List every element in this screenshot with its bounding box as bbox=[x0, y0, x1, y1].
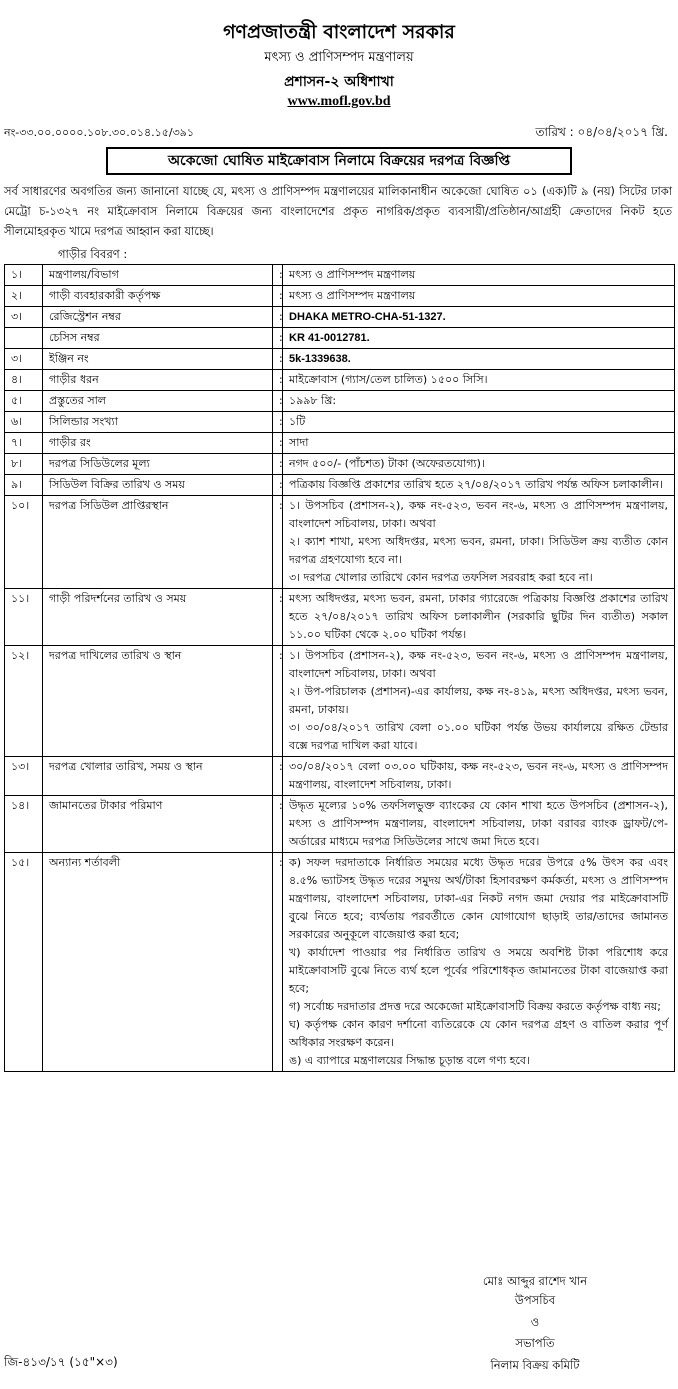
notice-title-banner: অকেজো ঘোষিত মাইক্রোবাস নিলামে বিক্রয়ের দরপত্র বিজ্ঞপ্তি bbox=[106, 147, 572, 175]
row-label: গাড়ীর ধরন bbox=[43, 370, 273, 391]
value-paragraph: DHAKA METRO-CHA-51-1327. bbox=[289, 311, 446, 323]
value-paragraph: ১। উপসচিব (প্রশাসন-২), কক্ষ নং-৫২৩, ভবন নং-৬, মৎস্য ও প্রাণিসম্পদ মন্ত্রণালয়, বাংলাদেশ সচিবালয়, ঢাকা। অথবা bbox=[289, 499, 668, 530]
row-label: জামানতের টাকার পরিমাণ bbox=[43, 796, 273, 853]
value-paragraph: খ) কার্যাদেশ পাওয়ার পর নির্ধারিত তারিখ ও সময়ে অবশিষ্ট টাকা পরিশোধ করে মাইক্রোবাসটি বুঝে নিতে ব্যর্থ হলে পূর্বের পরিশোধকৃত জামানতের টাকা বাজেয়াপ্ত করা হবে; bbox=[289, 946, 668, 995]
row-value bbox=[283, 475, 675, 496]
row-value bbox=[283, 454, 675, 475]
row-label: গাড়ীর রং bbox=[43, 433, 273, 454]
row-separator: : bbox=[273, 796, 283, 853]
row-number: ৯। bbox=[5, 475, 43, 496]
row-value bbox=[283, 757, 675, 796]
row-value bbox=[283, 412, 675, 433]
row-value bbox=[283, 307, 675, 328]
table-row bbox=[5, 328, 675, 349]
row-number: ৫। bbox=[5, 391, 43, 412]
branch-name: প্রশাসন-২ অধিশাখা bbox=[284, 74, 394, 90]
value-paragraph: KR 41-0012781. bbox=[289, 332, 370, 344]
row-separator: : bbox=[273, 412, 283, 433]
signatory-and: ও bbox=[530, 1315, 540, 1329]
row-separator: : bbox=[273, 646, 283, 757]
value-paragraph: ৩। ৩০/০৪/২০১৭ তারিখ বেলা ০১.০০ ঘটিকা পর্যন্ত উভয় কার্যালয়ে রক্ষিত টেন্ডার বক্সে দরপত্র দাখিল করা যাবে। bbox=[289, 721, 668, 752]
row-value bbox=[283, 391, 675, 412]
row-value bbox=[283, 496, 675, 589]
row-label: ইঞ্জিন নং bbox=[43, 349, 273, 370]
row-separator: : bbox=[273, 328, 283, 349]
row-separator: : bbox=[273, 589, 283, 646]
row-separator: : bbox=[273, 475, 283, 496]
value-paragraph: মৎস্য ও প্রাণিসম্পদ মন্ত্রণালয় bbox=[289, 268, 416, 281]
row-value bbox=[283, 433, 675, 454]
value-paragraph: ৩০/০৪/২০১৭ বেলা ০৩.০০ ঘটিকায়, কক্ষ নং-৫২৩, ভবন নং-৬, মৎস্য ও প্রাণিসম্পদ মন্ত্রণালয়, বাংলাদেশ সচিবালয়, ঢাকা। bbox=[289, 760, 668, 791]
row-separator: : bbox=[273, 370, 283, 391]
value-paragraph: পত্রিকায় বিজ্ঞপ্তি প্রকাশের তারিখ হতে ২৭/০৪/২০১৭ তারিখ পর্যন্ত অফিস চলাকালীন। bbox=[289, 478, 663, 491]
row-number: ৪। bbox=[5, 370, 43, 391]
ministry-name: মৎস্য ও প্রাণিসম্পদ মন্ত্রণালয় bbox=[264, 50, 414, 65]
advertisement-code: জি-৪১৩/১৭ (১৫"×৩) bbox=[4, 1355, 118, 1369]
row-number: ৬। bbox=[5, 412, 43, 433]
value-paragraph: সাদা bbox=[289, 436, 309, 449]
row-value bbox=[283, 796, 675, 853]
row-value bbox=[283, 328, 675, 349]
row-separator: : bbox=[273, 433, 283, 454]
table-row bbox=[5, 349, 675, 370]
row-value bbox=[283, 646, 675, 757]
value-paragraph: ১টি bbox=[289, 415, 306, 428]
row-label: দরপত্র দাখিলের তারিখ ও স্থান bbox=[43, 646, 273, 757]
signatory-name: মোঃ আব্দুর রাশেদ খান bbox=[482, 1274, 588, 1288]
row-number: ১৫। bbox=[5, 853, 43, 1072]
row-value bbox=[283, 349, 675, 370]
table-row bbox=[5, 307, 675, 328]
website-link[interactable]: www.mofl.gov.bd bbox=[287, 94, 391, 109]
value-paragraph: গ) সর্বোচ্চ দরদাতার প্রদত্ত দরে অকেজো মাইক্রোবাসটি বিক্রয় করতে কর্তৃপক্ষ বাধ্য নয়; bbox=[289, 1000, 661, 1013]
row-separator: : bbox=[273, 454, 283, 475]
row-number: ২। bbox=[5, 286, 43, 307]
row-separator: : bbox=[273, 286, 283, 307]
notice-date: তারিখ : ০৪/০৪/২০১৭ খ্রি. bbox=[535, 125, 668, 139]
signatory-designation: উপসচিব bbox=[514, 1293, 556, 1307]
row-label: মন্ত্রণালয়/বিভাগ bbox=[43, 265, 273, 286]
memo-number: নং-৩৩.০০.০০০০.১০৮.৩০.০১৪.১৫/৩৯১ bbox=[4, 126, 195, 139]
intro-paragraph: সর্ব সাধারণের অবগতির জন্য জানানো যাচ্ছে যে, মৎস্য ও প্রাণিসম্পদ মন্ত্রণালয়ের মালিকানাধীন অকেজো ঘোষিত ০১ (এক)টি ৯ (নয়) সিটের ঢাকা মেট্রো চ-১৩২৭ নং মাইক্রোবাস নিলামে বিক্রয়ের জন্য বাংলাদেশের প্রকৃত নাগরিক/প্রকৃত ব্যবসায়ী/প্রতিষ্ঠান/আগ্রহী ক্রেতাদের নিকট হতে সীলমোহরকৃত খামে দরপত্র আহ্বান করা যাচ্ছে। bbox=[4, 185, 672, 238]
row-separator: : bbox=[273, 757, 283, 796]
value-paragraph: মৎস্য অধিদপ্তর, মৎস্য ভবন, রমনা, ঢাকার গ্যারেজে পত্রিকায় বিজ্ঞপ্তি প্রকাশের তারিখ হতে ২৭/০৪/২০১৭ তারিখ অফিস চলাকালীন (সরকারি ছুটির দিন ব্যতীত) সকাল ১১.০০ ঘটিকা থেকে ২.০০ ঘটিকা পর্যন্ত। bbox=[289, 592, 668, 641]
row-label: অন্যান্য শর্তাবলী bbox=[43, 853, 273, 1072]
row-label: সিলিন্ডার সংখ্যা bbox=[43, 412, 273, 433]
row-number bbox=[5, 328, 43, 349]
value-paragraph: ১৯৯৮ খ্রি: bbox=[289, 394, 337, 407]
row-number: ৮। bbox=[5, 454, 43, 475]
value-paragraph: ঙ) এ ব্যাপারে মন্ত্রণালয়ের সিদ্ধান্ত চূড়ান্ত বলে গণ্য হবে। bbox=[289, 1054, 530, 1067]
value-paragraph: মৎস্য ও প্রাণিসম্পদ মন্ত্রণালয় bbox=[289, 289, 416, 302]
value-paragraph: ৩। দরপত্র খোলার তারিখে কোন দরপত্র তফসিল সরবরাহ করা হবে না। bbox=[289, 571, 593, 584]
row-label: দরপত্র সিডিউল প্রাপ্তিরস্থান bbox=[43, 496, 273, 589]
value-paragraph: মাইক্রোবাস (গ্যাস/তেল চালিত) ১৫০০ সিসি। bbox=[289, 373, 488, 386]
value-paragraph: নগদ ৫০০/- (পাঁচশত) টাকা (অফেরতযোগ্য)। bbox=[289, 457, 485, 470]
row-value bbox=[283, 265, 675, 286]
row-label: গাড়ী ব্যবহারকারী কর্তৃপক্ষ bbox=[43, 286, 273, 307]
table-row bbox=[5, 412, 675, 433]
table-row bbox=[5, 286, 675, 307]
table-row bbox=[5, 496, 675, 589]
value-paragraph: উদ্ধৃত মূল্যের ১০% তফসিলভুক্ত ব্যাংকের যে কোন শাখা হতে উপসচিব (প্রশাসন-২), মৎস্য ও প্রাণিসম্পদ মন্ত্রণালয়, বাংলাদেশ সচিবালয়, ঢাকা বরাবর ব্যাংক ড্রাফট/পে-অর্ডারের মাধ্যমে দরপত্র সিডিউলের সাথে জমা দিতে হবে। bbox=[289, 799, 668, 848]
row-label: রেজিস্ট্রেশন নম্বর bbox=[43, 307, 273, 328]
row-separator: : bbox=[273, 496, 283, 589]
table-row bbox=[5, 265, 675, 286]
row-value bbox=[283, 370, 675, 391]
row-number: ১১। bbox=[5, 589, 43, 646]
table-row bbox=[5, 853, 675, 1072]
table-row bbox=[5, 433, 675, 454]
value-paragraph: ক) সফল দরদাতাকে নির্ধারিত সময়ের মধ্যে উদ্ধৃত দরের উপরে ৫% উৎস কর এবং ৪.৫% ভ্যাটসহ উদ্ধৃত দরের সমুদয় অর্থ/টাকা হিসাবরক্ষণ কর্মকর্তা, মৎস্য ও প্রাণিসম্পদ মন্ত্রণালয়, বাংলাদেশ সচিবালয়, ঢাকা-এর নিকট নগদ জমা দেয়ার পর মাইক্রোবাসটি বুঝে নিতে হবে; ব্যর্থতায় পরবর্তীতে কোন যোগাযোগ ছাড়াই তার/তাদের জামানত সরকারের অনুকূলে বাজেয়াপ্ত করা হবে; bbox=[289, 856, 668, 941]
row-value bbox=[283, 589, 675, 646]
table-row bbox=[5, 475, 675, 496]
row-number: ৭। bbox=[5, 433, 43, 454]
row-separator: : bbox=[273, 307, 283, 328]
row-separator: : bbox=[273, 349, 283, 370]
row-number: ১২। bbox=[5, 646, 43, 757]
row-label: সিডিউল বিক্রির তারিখ ও সময় bbox=[43, 475, 273, 496]
table-row bbox=[5, 646, 675, 757]
committee-name: নিলাম বিক্রয় কমিটি bbox=[490, 1358, 580, 1372]
table-row bbox=[5, 454, 675, 475]
table-row bbox=[5, 589, 675, 646]
row-value bbox=[283, 853, 675, 1072]
row-number: ১৪। bbox=[5, 796, 43, 853]
value-paragraph: ২। উপ-পরিচালক (প্রশাসন)-এর কার্যালয়, কক্ষ নং-৪১৯, মৎস্য অধিদপ্তর, মৎস্য ভবন, রমনা, ঢাকায়। bbox=[289, 685, 668, 716]
row-number: ১। bbox=[5, 265, 43, 286]
row-number: ৩। bbox=[5, 349, 43, 370]
row-number: ১০। bbox=[5, 496, 43, 589]
row-number: ১৩। bbox=[5, 757, 43, 796]
row-separator: : bbox=[273, 391, 283, 412]
table-row bbox=[5, 757, 675, 796]
value-paragraph: ঘ) কর্তৃপক্ষ কোন কারণ দর্শানো ব্যতিরেকে যে কোন দরপত্র গ্রহণ ও বাতিল করার পূর্ণ অধিকার সংরক্ষণ করেন। bbox=[289, 1018, 668, 1049]
table-row bbox=[5, 391, 675, 412]
value-paragraph: 5k-1339638. bbox=[289, 353, 351, 365]
row-value bbox=[283, 286, 675, 307]
row-label: দরপত্র সিডিউলের মূল্য bbox=[43, 454, 273, 475]
table-row bbox=[5, 370, 675, 391]
row-label: চেসিস নম্বর bbox=[43, 328, 273, 349]
row-separator: : bbox=[273, 265, 283, 286]
vehicle-details-heading: গাড়ীর বিবরণ : bbox=[58, 247, 128, 261]
signatory-role: সভাপতি bbox=[515, 1336, 555, 1350]
value-paragraph: ১। উপসচিব (প্রশাসন-২), কক্ষ নং-৫২৩, ভবন নং-৬, মৎস্য ও প্রাণিসম্পদ মন্ত্রণালয়, বাংলাদেশ সচিবালয়, ঢাকা। অথবা bbox=[289, 649, 668, 680]
row-number: ৩। bbox=[5, 307, 43, 328]
details-table bbox=[4, 264, 675, 1072]
government-title: গণপ্রজাতন্ত্রী বাংলাদেশ সরকার bbox=[223, 21, 455, 43]
value-paragraph: ২। ক্যাশ শাখা, মৎস্য অধিদপ্তর, মৎস্য ভবন, রমনা, ঢাকা। সিডিউল ক্রয় ব্যতীত কোন দরপত্র গ্রহণযোগ্য হবে না। bbox=[289, 535, 668, 566]
table-row bbox=[5, 796, 675, 853]
row-label: প্রস্তুতের সাল bbox=[43, 391, 273, 412]
row-label: দরপত্র খোলার তারিখ, সময় ও স্থান bbox=[43, 757, 273, 796]
row-label: গাড়ী পরিদর্শনের তারিখ ও সময় bbox=[43, 589, 273, 646]
row-separator: : bbox=[273, 853, 283, 1072]
